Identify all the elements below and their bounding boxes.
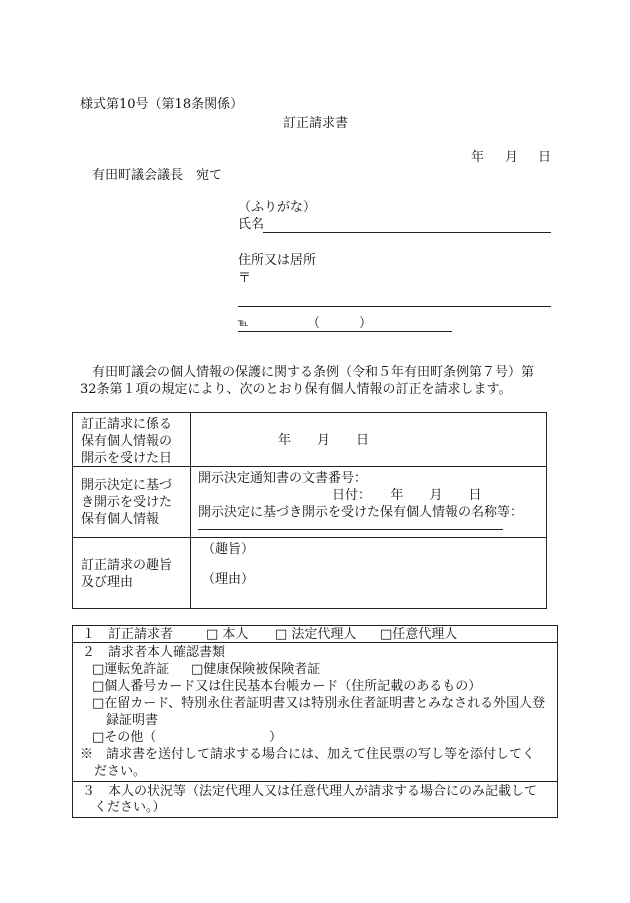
addressee: 有田町議会議長 宛て (92, 168, 223, 183)
note-line-1: ※ 請求書を送付して請求する場合には、加えて住民票の写し等を添付してく (80, 747, 536, 762)
doc-number-label: 開示決定通知書の文書番号： (198, 471, 368, 486)
table-row-purpose-reason (73, 538, 547, 609)
disclosure-date-cell[interactable] (191, 413, 547, 467)
disclosed-info-cell[interactable] (191, 467, 547, 538)
intro-line-2: 32条第１項の規定により、次のとおり保有個人情報の訂正を請求します。 (80, 382, 512, 397)
residence-card-cont: 録証明書 (106, 713, 159, 728)
checkbox-self[interactable]: □ 本人 (206, 627, 249, 642)
checkbox-mynumber-card[interactable]: □個人番号カード又は住民基本台帳カード（住所記載のあるもの） (92, 679, 482, 694)
disclosure-date-value: 年 月 日 (278, 433, 370, 448)
label-cell: 訂正請求の趣旨 及び理由 (73, 538, 191, 609)
tel-underline[interactable] (238, 331, 452, 332)
name-underline[interactable] (263, 232, 551, 233)
status-line-2: ください。） (94, 800, 166, 815)
info-name-label: 開示決定に基づき開示を受けた保有個人情報の名称等： (198, 505, 524, 520)
checkbox-residence-card[interactable]: □在留カード、特別永住者証明書又は特別永住者証明書とみなされる外国人登 (92, 696, 546, 711)
page-title: 訂正請求書 (283, 116, 349, 131)
id-docs-heading: ２ 請求者本人確認書類 (82, 645, 226, 660)
purpose-label: （趣旨） (202, 542, 255, 557)
requester-info-box (72, 625, 558, 818)
name-label: 氏名 (238, 217, 265, 232)
note-line-2: ださい。 (94, 764, 147, 779)
intro-line-1: 有田町議会の個人情報の保護に関する条例（令和５年有田町条例第７号）第 (92, 365, 535, 380)
address-underline[interactable] (238, 306, 551, 307)
label-cell: 訂正請求に係る 保有個人情報の 開示を受けた日 (73, 413, 191, 467)
address-label: 住所又は居所 (238, 253, 317, 268)
info-name-underline[interactable] (198, 529, 503, 530)
checkbox-drivers-license[interactable]: □運転免許証 (92, 662, 170, 677)
date-year-label: 年 (471, 150, 485, 165)
checkbox-other[interactable]: □その他（ (92, 730, 157, 745)
doc-date-label: 日付： 年 月 日 (332, 488, 482, 503)
requester-label: １ 訂正請求者 (82, 627, 174, 642)
checkbox-legal-representative[interactable]: □ 法定代理人 (275, 627, 357, 642)
label-cell: 開示決定に基づ き開示を受けた 保有個人情報 (73, 467, 191, 538)
other-close-paren: ） (269, 730, 283, 745)
furigana-label: （ふりがな） (238, 200, 317, 215)
checkbox-voluntary-agent[interactable]: □任意代理人 (380, 627, 458, 642)
section-divider (73, 781, 557, 782)
tel-label: ℡ (238, 318, 249, 329)
request-table (72, 412, 547, 609)
table-row-disclosure-date (73, 413, 547, 467)
table-row-disclosed-info (73, 467, 547, 538)
form-number: 様式第10号（第18条関係） (80, 97, 244, 112)
reason-label: （理由） (202, 572, 255, 587)
section-divider (73, 642, 557, 643)
postal-mark: 〒 (238, 271, 252, 286)
date-day-label: 日 (538, 150, 552, 165)
tel-area-code: （ ） (307, 316, 373, 331)
purpose-reason-cell[interactable] (191, 538, 547, 609)
date-month-label: 月 (505, 150, 519, 165)
checkbox-health-insurance[interactable]: □健康保険被保険者証 (191, 662, 321, 677)
status-line-1: ３ 本人の状況等（法定代理人又は任意代理人が請求する場合にのみ記載して (82, 784, 538, 799)
